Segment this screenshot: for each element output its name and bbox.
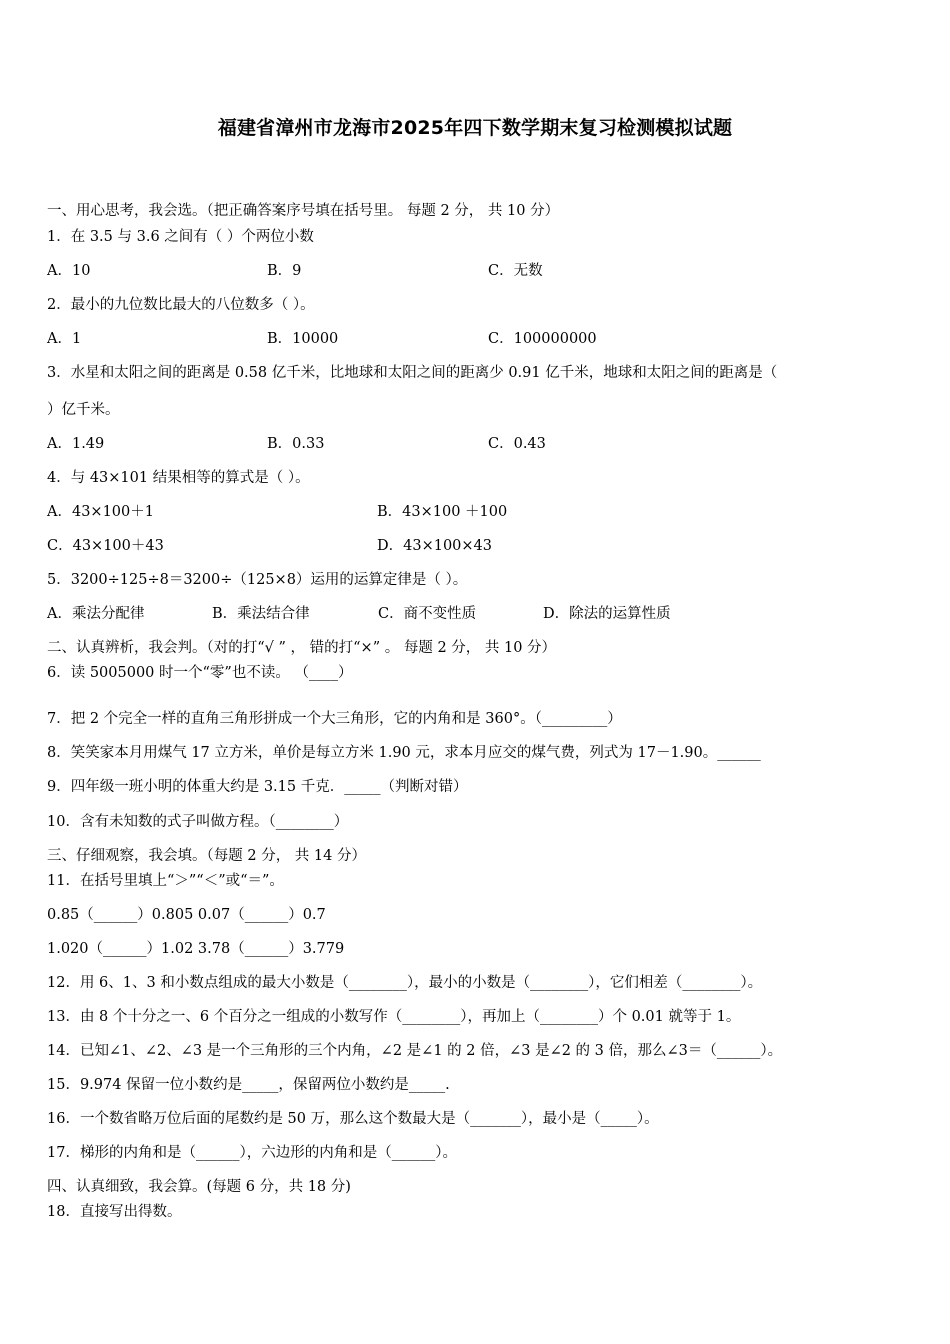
q2-option-a: A．1	[47, 331, 82, 347]
question-13: 13．由 8 个十分之一、6 个百分之一组成的小数写作（________），再加上（________）个 0.01 就等于 1。	[47, 1009, 741, 1025]
question-8: 8．笑笑家本月用煤气 17 立方米，单价是每立方米 1.90 元，求本月应交的煤气费，列式为 17－1.90。______	[47, 745, 761, 761]
question-1: 1．在 3.5 与 3.6 之间有（ ）个两位小数	[47, 229, 314, 245]
q5-option-a: A．乘法分配律	[47, 606, 145, 622]
question-17: 17．梯形的内角和是（______），六边形的内角和是（______）。	[47, 1145, 457, 1161]
q5-option-b: B．乘法结合律	[212, 606, 310, 622]
page-title: 福建省漳州市龙海市2025年四下数学期末复习检测模拟试题	[217, 117, 733, 139]
q3-option-a: A．1.49	[47, 436, 105, 452]
q5-option-c: C．商不变性质	[378, 606, 477, 622]
section-4-header: 四、认真细致，我会算。(每题 6 分，共 18 分)	[47, 1179, 351, 1195]
question-11: 11．在括号里填上“＞”“＜”或“＝”。	[47, 873, 284, 889]
question-10: 10．含有未知数的式子叫做方程。（________）	[47, 814, 349, 830]
q4-option-a: A．43×100＋1	[47, 504, 154, 520]
q3-option-b: B．0.33	[267, 436, 325, 452]
question-11-row-1: 0.85（______）0.805 0.07（______）0.7	[47, 907, 326, 923]
question-16: 16．一个数省略万位后面的尾数约是 50 万，那么这个数最大是（_______），最小是（_____）。	[47, 1111, 659, 1127]
question-9: 9．四年级一班小明的体重大约是 3.15 千克．_____（判断对错）	[47, 779, 468, 795]
question-5: 5．3200÷125÷8＝3200÷（125×8）运用的运算定律是（ ）。	[47, 572, 468, 588]
q4-option-c: C．43×100＋43	[47, 538, 164, 554]
question-3-line-1: 3．水星和太阳之间的距离是 0.58 亿千米，比地球和太阳之间的距离少 0.91 亿千米，地球和太阳之间的距离是（	[47, 365, 778, 381]
q1-option-c: C．无数	[488, 263, 543, 279]
question-4: 4．与 43×101 结果相等的算式是（ ）。	[47, 470, 310, 486]
q5-option-d: D．除法的运算性质	[543, 606, 671, 622]
section-2-header: 二、认真辨析，我会判。（对的打“√ ” ， 错的打“×” 。 每题 2 分， 共 10 分）	[47, 640, 557, 656]
q1-option-b: B．9	[267, 263, 302, 279]
question-3-line-2: ）亿千米。	[47, 402, 120, 418]
question-11-row-2: 1.020（______）1.02 3.78（______）3.779	[47, 941, 345, 957]
section-1-header: 一、用心思考，我会选。（把正确答案序号填在括号里。 每题 2 分， 共 10 分）	[47, 203, 560, 219]
q1-option-a: A．10	[47, 263, 91, 279]
q4-option-d: D．43×100×43	[377, 538, 493, 554]
question-2: 2．最小的九位数比最大的八位数多（ ）。	[47, 297, 315, 313]
question-6: 6．读 5005000 时一个“零”也不读。 （____）	[47, 665, 353, 681]
q2-option-b: B．10000	[267, 331, 339, 347]
question-15: 15．9.974 保留一位小数约是_____，保留两位小数约是_____.	[47, 1077, 450, 1093]
q2-option-c: C．100000000	[488, 331, 597, 347]
question-7: 7．把 2 个完全一样的直角三角形拼成一个大三角形，它的内角和是 360°。（_________）	[47, 711, 622, 727]
q4-option-b: B．43×100 ＋100	[377, 504, 508, 520]
question-18: 18．直接写出得数。	[47, 1204, 182, 1220]
question-12: 12．用 6、1、3 和小数点组成的最大小数是（________），最小的小数是（________），它们相差（________）。	[47, 975, 763, 991]
section-3-header: 三、仔细观察，我会填。（每题 2 分， 共 14 分）	[47, 848, 366, 864]
question-14: 14．已知∠1、∠2、∠3 是一个三角形的三个内角，∠2 是∠1 的 2 倍，∠3 是∠2 的 3 倍，那么∠3＝（______）。	[47, 1043, 783, 1059]
q3-option-c: C．0.43	[488, 436, 546, 452]
